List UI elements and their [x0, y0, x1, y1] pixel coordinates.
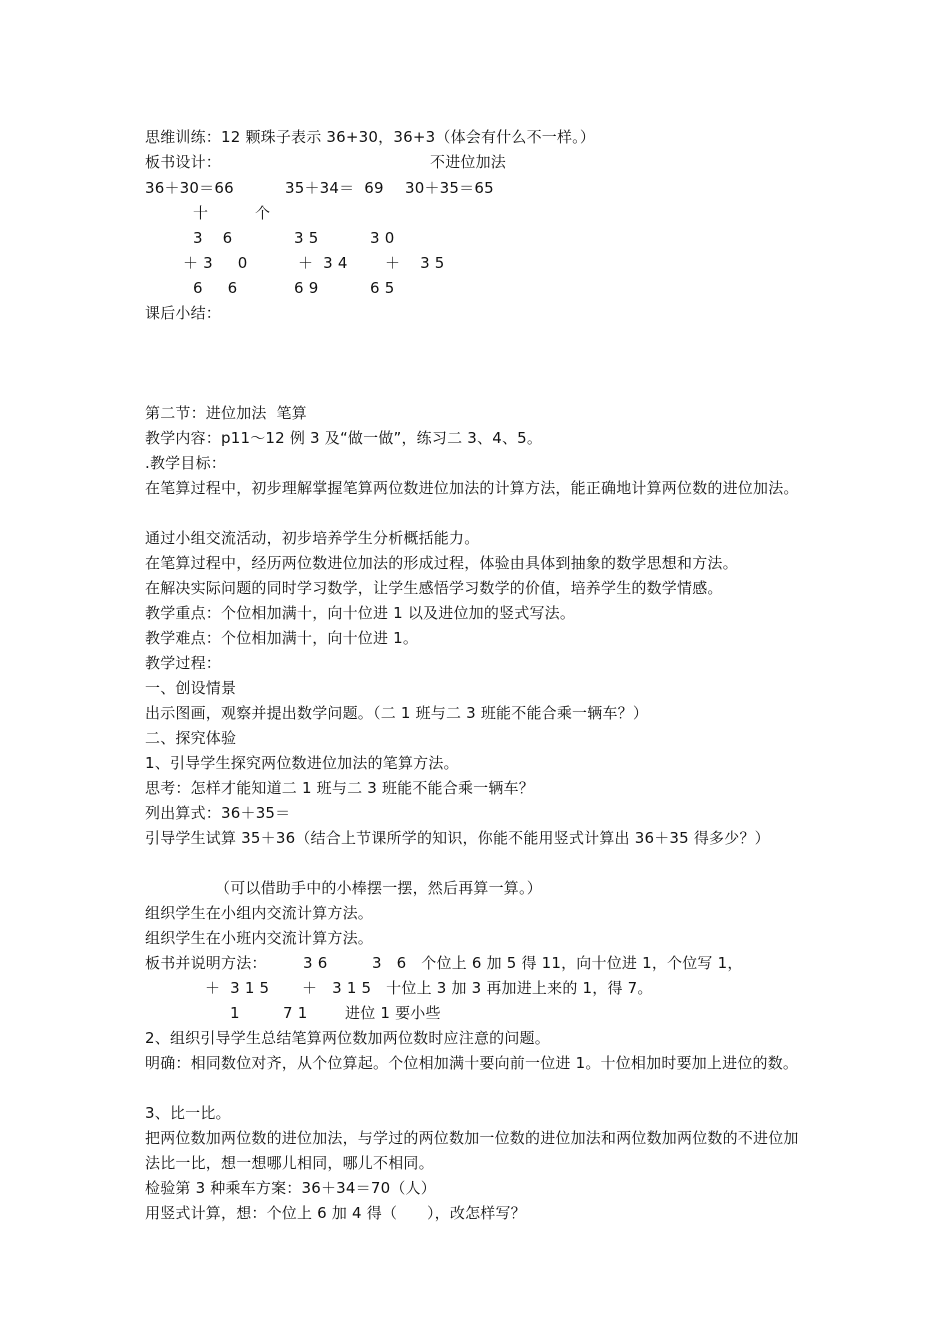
step-2-heading: 二、探究体验	[145, 729, 237, 747]
board-design-title: 不进位加法	[430, 153, 507, 171]
vertical-1-row1: 3 6	[193, 229, 233, 247]
vertical-1-row2: ＋ 3 0	[183, 254, 248, 272]
thinking-training-line: 思维训练：12 颗珠子表示 36+30，36+3（体会有什么不一样。）	[145, 128, 596, 146]
tens-header: 十	[193, 204, 209, 222]
vertical-3-row2: ＋ 3 5	[385, 254, 445, 272]
class-exchange: 组织学生在小班内交流计算方法。	[145, 929, 374, 947]
think-question: 思考：怎样才能知道二 1 班与二 3 班能不能合乘一辆车？	[145, 779, 534, 797]
show-picture-line: 出示图画，观察并提出数学问题。（二 1 班与二 3 班能不能合乘一辆车？）	[145, 704, 649, 722]
objective-3: 在笔算过程中，经历两位数进位加法的形成过程，体验由具体到抽象的数学思想和方法。	[145, 554, 738, 572]
vertical-question: 用竖式计算，想：个位上 6 加 4 得（ ），改怎样写？	[145, 1204, 526, 1222]
difficult-point: 教学难点：个位相加满十，向十位进 1。	[145, 629, 419, 647]
ones-header: 个	[255, 204, 271, 222]
group-exchange: 组织学生在小组内交流计算方法。	[145, 904, 374, 922]
vertical-1-row3: 6 6	[193, 279, 238, 297]
compare-paragraph: 把两位数加两位数的进位加法，与学过的两位数加一位数的进位加法和两位数加两位数的不进位加法比一比，想一想哪儿相同，哪儿不相同。	[145, 1129, 799, 1172]
objective-2: 通过小组交流活动，初步培养学生分析概括能力。	[145, 529, 480, 547]
vertical-2-row1: 3 5	[294, 229, 319, 247]
equation-3: 30＋35＝65	[405, 179, 494, 197]
teaching-objectives-label: .教学目标：	[145, 454, 226, 472]
vertical-a-row1: 3 6	[303, 954, 328, 972]
board-design-label: 板书设计：	[145, 153, 222, 171]
section-2-title: 第二节：进位加法 笔算	[145, 404, 307, 422]
clarify-note: 明确：相同数位对齐，从个位算起。个位相加满十要向前一位进 1。十位相加时要加上进位的数。	[145, 1054, 799, 1072]
teaching-process-label: 教学过程：	[145, 654, 222, 672]
objective-1: 在笔算过程中，初步理解掌握笔算两位数进位加法的计算方法，能正确地计算两位数的进位加法。	[145, 479, 799, 497]
equation-2: 35＋34＝ 69	[285, 179, 384, 197]
vertical-b-row1-with-note: 3 6 个位上 6 加 5 得 11，向十位进 1，个位写 1，	[372, 954, 743, 972]
after-class-summary: 课后小结：	[145, 304, 222, 322]
vertical-3-row1: 3 0	[370, 229, 395, 247]
sub-step-2: 2、组织引导学生总结笔算两位数加两位数时应注意的问题。	[145, 1029, 550, 1047]
vertical-2-row2: ＋ 3 4	[298, 254, 348, 272]
sub-step-1: 1、引导学生探究两位数进位加法的笔算方法。	[145, 754, 459, 772]
vertical-a-row2: ＋ 3 1 5	[205, 979, 270, 997]
teaching-content: 教学内容：p11～12 例 3 及“做一做”，练习二 3、4、5。	[145, 429, 543, 447]
guide-trial-calculation: 引导学生试算 35＋36（结合上节课所学的知识，你能不能用竖式计算出 36＋35 得多少？）	[145, 829, 770, 847]
step-1-heading: 一、创设情景	[145, 679, 237, 697]
list-formula: 列出算式：36＋35＝	[145, 804, 291, 822]
vertical-result: 7 1	[283, 1004, 308, 1022]
board-explain-label: 板书并说明方法：	[145, 954, 267, 972]
carry-note: 进位 1 要小些	[345, 1004, 441, 1022]
carry-mark: 1	[230, 1004, 240, 1022]
objective-4: 在解决实际问题的同时学习数学，让学生感悟学习数学的价值，培养学生的数学情感。	[145, 579, 723, 597]
sticks-hint: （可以借助手中的小棒摆一摆，然后再算一算。）	[215, 879, 542, 897]
vertical-2-row3: 6 9	[294, 279, 319, 297]
equation-1: 36＋30＝66	[145, 179, 234, 197]
vertical-b-row2-with-note: ＋ 3 1 5 十位上 3 加 3 再加进上来的 1，得 7。	[302, 979, 653, 997]
vertical-3-row3: 6 5	[370, 279, 395, 297]
key-point: 教学重点：个位相加满十，向十位进 1 以及进位加的竖式写法。	[145, 604, 576, 622]
verify-plan: 检验第 3 种乘车方案：36＋34＝70（人）	[145, 1179, 436, 1197]
sub-step-3: 3、比一比。	[145, 1104, 231, 1122]
